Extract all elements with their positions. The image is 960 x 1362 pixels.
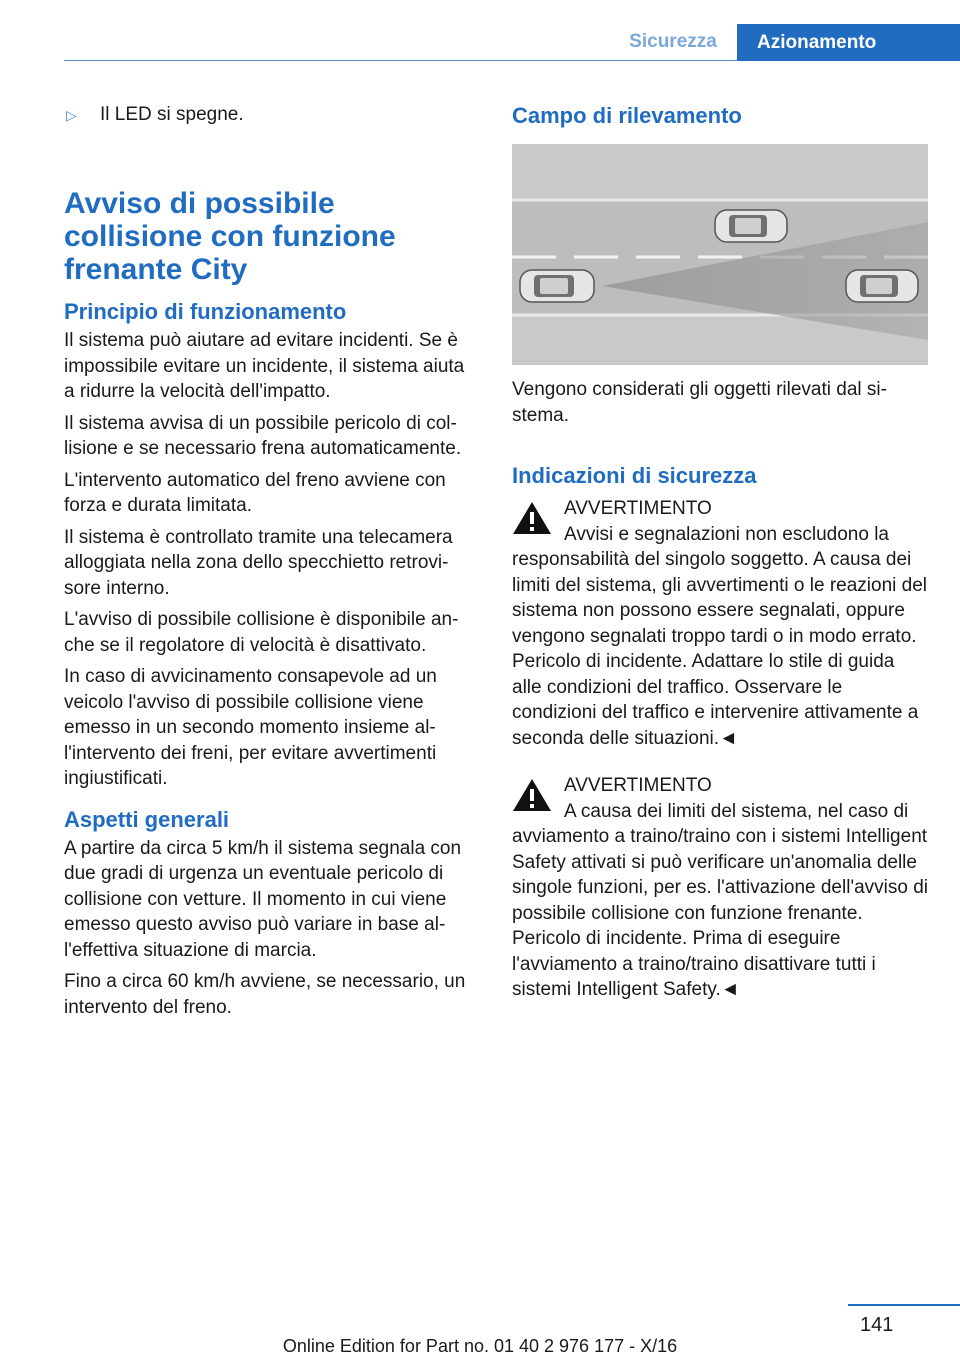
paragraph: L'intervento automatico del freno avviene con forza e durata limitata. [64, 469, 446, 516]
detection-range-illustration [512, 144, 928, 365]
figure-caption: Vengono considerati gli oggetti rilevati dal sistema. [512, 379, 887, 426]
paragraph: A partire da circa 5 km/h il sistema segnala con due gradi di urgenza un eventuale pericolo di collisione con vetture. Il momento in cui viene emesso questo avviso può variare in base all'effettiva situazione di marcia. [64, 837, 462, 961]
warning-text: Avvisi e segnalazioni non escludono la responsabilità del singolo soggetto. A causa dei limiti del sistema, gli avvertimenti o le reazioni del sistema non possono essere segnalati, oppure vengono segnalati troppo tardi o in modo errato. Pericolo di incidente. Adattare lo stile di guida alle condizioni del traffico. Osservare le condizioni del traffico e intervenire attivamente a seconda delle situazioni.◄ [512, 523, 927, 749]
subheading-detection-range: Campo di rilevamento [512, 103, 742, 128]
paragraph: Il sistema avvisa di un possibile pericolo di collisione e se necessario frena automaticamente. [64, 412, 462, 459]
subheading-principle: Principio di funzionamento [64, 299, 347, 324]
header-section-tab[interactable]: Sicurezza [629, 31, 717, 52]
footer-rule [848, 1304, 960, 1306]
warning-triangle-icon [512, 777, 552, 813]
paragraph: L'avviso di possibile collisione è disponibile anche se il regolatore di velocità è disattivato. [64, 609, 459, 656]
edition-note: Online Edition for Part no. 01 40 2 976 177 - X/16 [282, 1336, 678, 1356]
warning-text: A causa dei limiti del sistema, nel caso di avviamento a traino/traino con i sistemi Intelligent Safety attivati si può verificare un'anomalia delle singole funzioni, per es. l'attivazione dell'avviso di possibile collisione con funzione frenante. Pericolo di incidente. Prima di eseguire l'avviamento a traino/traino disattivare tutti i sistemi Intelligent Safety.◄ [512, 800, 928, 1000]
paragraph: Il sistema è controllato tramite una telecamera alloggiata nella zona dello specchietto retrovisore interno. [64, 526, 453, 599]
right-column [512, 102, 928, 1003]
subheading-safety: Indicazioni di sicurezza [512, 463, 757, 488]
header-chapter-tab[interactable]: Azionamento [737, 24, 960, 61]
car-own [520, 270, 594, 302]
warning-block-2 [512, 773, 928, 1003]
car-ahead [715, 210, 787, 242]
paragraph: Il sistema può aiutare ad evitare incidenti. Se è impossibile evitare un incidente, il sistema aiuta a ridurre la velocità dell'impatto. [64, 330, 465, 402]
warning-block-1 [512, 496, 928, 751]
bullet-text: Il LED si spegne. [100, 104, 244, 125]
bullet-item [64, 102, 478, 128]
paragraph: Fino a circa 60 km/h avviene, se necessario, un intervento del freno. [64, 971, 466, 1018]
triangle-bullet-icon: ▷ [66, 107, 77, 123]
section-heading: Avviso di possibile collisione con funzione frenante City [64, 187, 396, 286]
warning-title: AVVERTIMENTO [564, 775, 712, 796]
paragraph: In caso di avvicinamento consapevole ad un veicolo l'avviso di possibile collisione viene emesso in un secondo momento insieme all'intervento dei freni, per evitare avvertimenti ingiustificati. [64, 666, 437, 789]
subheading-general: Aspetti generali [64, 806, 230, 832]
page-number: 141 [860, 1314, 894, 1336]
warning-triangle-icon [512, 500, 552, 536]
road-illustration [512, 144, 928, 365]
left-column [64, 102, 478, 1020]
car-detected [846, 270, 918, 302]
warning-title: AVVERTIMENTO [564, 498, 712, 519]
